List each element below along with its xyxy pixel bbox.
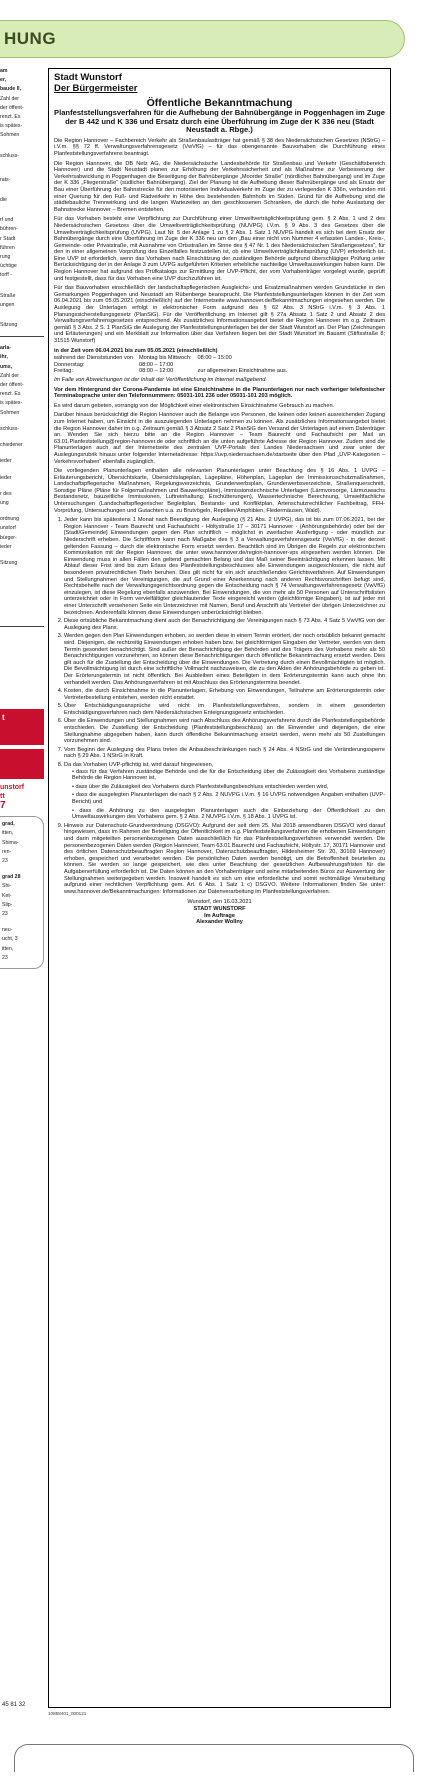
classified-line: 23 <box>2 857 8 864</box>
opening-hours-cell: Montag bis Mittwoch: <box>139 355 192 362</box>
notice-list-item <box>64 762 385 821</box>
notice-paragraph: Vor dem Hintergrund der Corona-Pandemie ist eine Einsichtnahme in die Planunterlagen nur nach vorheriger telefonischer Terminabsprache unter den Telefonnummern: 05031-101 236 oder 05031-101 203 möglich. <box>54 386 385 400</box>
opening-hours-cell <box>198 362 294 369</box>
classified-line: ren- <box>2 848 12 855</box>
left-snippet: r Stadt <box>0 235 16 242</box>
left-blank-area <box>0 635 44 705</box>
notice-signature-name: Alexander Wollny <box>196 919 243 926</box>
opening-hours-table <box>54 355 293 375</box>
notice-list-item: 9. Hinweis zur Datenschutz-Grundverordnung (DSGVO): Aufgrund der seit dem 25. Mai 2018 anwendbaren DSGVO wird darauf hingewiesen, dass im Rahmen der Beteiligung der Öffentlichkeit im o.g. Planfeststellungsverfahren die erhobenen Einwendungen und darin mitgeteilten personenbezogenen Daten ausschließlich für das Planfeststellungsverfahren verwendet werden. Die personenbezogenen Daten werden (Region Hannover, Team 63.01 Baurecht und Fachaufsicht, Höltystr. 17, 30171 Hannover und des örtlichen Datenschutzbeauftragten Region Hannover, Datenschutzbeauftragter, Hildesheimer Str. 20, 30169 Hannover) erhoben, gespeichert und verarbeitet werden. Die persönlichen Daten werden benötigt, um die Betroffenheit beurteilen zu können. Sie werden so lange gespeichert, wie dies unter Beachtung der gesetzlichen Aufbewahrungsfristen für die Aufgabenerfüllung erforderlich ist. Die Daten können an den Vorhabenträger und seine mitarbeitenden Büros zur Auswertung der Stellungnahmen weitergegeben werden. Insoweit handelt es sich um eine erforderliche und somit rechtmäßige Verarbeitung aufgrund einer rechtlichen Verpflichtung gem. Art. 6 Abs. 1 Satz 1 c) DSGVO. Weitere Informationen finden Sie unter: www.hannover.de/Bekanntmachungen: Informationen zur Datenverarbeitung im Planfeststellungsverfahren. <box>64 823 385 896</box>
opening-hours-cell: während der Dienststunden von <box>54 355 133 362</box>
notice-bullet-item: • dass die Anhörung zu den ausgelegten Planunterlagen auch die Einbeziehung der Öffentlichkeit zu den Umweltauswirkungen des Vorhabens gem. § 2 Abs. 2 NUVPG i.V.m. § 18 Abs. 1 UVPG ist. <box>72 808 385 821</box>
notice-paragraph: Es wird darum gebeten, vorrangig von der Möglichkeit einer elektronischen Einsichtnahme Gebrauch zu machen. <box>54 402 335 409</box>
next-section-frame <box>14 1744 414 1772</box>
opening-hours-cell: zur allgemeinen Einsichtnahme aus. <box>197 368 288 375</box>
notice-place-date: Wunstorf, den 16.03.2021 <box>187 899 252 906</box>
left-snippet: ung <box>0 499 9 506</box>
left-snippet: am <box>0 68 8 74</box>
opening-hours-cell: 08:00 – 17:00 <box>139 361 174 368</box>
opening-hours-cell: 08:00 – 15:00 <box>197 355 232 362</box>
notice-list-item: 7. Vom Beginn der Auslegung des Plans treten die Anbaubeschränkungen nach § 24 Abs. 4 NStrG und die Veränderungssperre nach § 29 Abs. 1 NStrG in Kraft. <box>64 747 385 760</box>
section-title: HUNG <box>4 29 57 48</box>
left-divider <box>0 336 44 337</box>
left-snippets-top <box>0 68 44 139</box>
opening-hours-row <box>54 362 293 369</box>
classified-line: 23 <box>2 954 8 961</box>
classified-line: neu- <box>2 927 13 934</box>
classified-line: 23 <box>2 910 8 917</box>
opening-hours-row <box>54 355 293 362</box>
left-snippet: renzt. Es <box>0 114 21 121</box>
classified-line: itten, <box>2 945 14 952</box>
classified-line: Slip- <box>2 901 13 908</box>
notice-subheading: Planfeststellungsverfahren für die Aufhebung der Bahnübergänge in Poggenhagen im Zuge der B 442 und K 336 und Ersatz durch eine Überführung im Zuge der K 336 neu (Stadt Neustadt a. Rbge.) <box>54 108 385 135</box>
left-snippet: unstorf <box>0 525 16 532</box>
notice-bullet-item: • dass für das Verfahren zuständige Behörde und die für die Entscheidung über die Zulässigkeit des Vorhabens zuständige Behörde die Region Hannover ist, <box>72 769 385 782</box>
right-margin <box>398 68 442 1708</box>
notice-bullet-item: • dass über die Zulässigkeit des Vorhabens durch Planfeststellungsbeschluss entschieden werden wird, <box>72 784 385 791</box>
advertisement-red <box>0 709 44 745</box>
left-snippet: ieder <box>0 543 12 550</box>
left-snippet: bürger- <box>0 534 17 541</box>
section-header <box>0 20 405 58</box>
left-snippet: renzt. Es <box>0 391 21 398</box>
classified-line: ucht, 3 <box>2 936 18 943</box>
left-snippet: schluss- <box>0 425 20 432</box>
notice-list-item: 1. Jeder kann bis spätestens 1 Monat nach Beendigung der Auslegung (§ 21 Abs. 2 UVPG), das ist bis zum 07.06.2021, bei der Region Hannover - Team Baurecht und Fachaufsicht - Höltystraße 17 – 30171 Hannover - (Anhörungsbehörde) oder bei der [Stadt/Gemeinde] Einwendungen gegen den Plan schriftlich – möglichst in zweifacher Ausfertigung - oder mündlich zur Niederschrift erheben. Die Schriftform kann nach Maßgabe des § 3 a Verwaltungsverfahrensgesetz (VwVfG) - in der derzeit geltenden Fassung – durch die elektronische Form ersetzt werden. Beachtlich sind im Übrigen die Regeln zur elektronischen Kommunikation mit der Region Hannover, die unter www.hannover.de/region-hannover-vps eingesehen werden können. Die Einwendung muss in allen Fällen den geltend gemachten Belang und das Maß seiner Beeinträchtigung erkennen lassen. Mit Ablauf dieser Frist sind bis zum Erlass des Planfeststellungsbeschlusses alle Einwendungen ausgeschlossen, die nicht auf besonderen privatrechtlichen Titeln beruhen. Dies gilt nicht für ein sich anschließendes Gerichtsverfahren. Auf Einwendungen und Stellungnahmen der Vereinigungen, die auf Grund einer Anerkennung nach anderen Rechtsvorschriften befugt sind, Rechtsbehelfe nach der Verwaltungsgerichtsordnung gegen die Entscheidung nach § 74 Verwaltungsverfahrensgesetz (VwVfG) einzulegen, ist diese Regelung ebenfalls anzuwenden. Bei Einwendungen, die von mehr als 50 Personen auf Unterschriftslisten unterzeichnet oder in Form vervielfältigter gleichlautender Texte eingereicht werden (gleichförmige Eingaben), ist auf jeder mit einer Unterschrift versehenen Seite ein Unterzeichner mit Namen, Beruf und Anschrift als Vertreter der übrigen Unterzeichner zu bezeichnen. Anderenfalls können diese Einwendungen unberücksichtigt bleiben. <box>64 517 385 616</box>
left-snippet: Sitzung <box>0 322 18 329</box>
left-snippet: rf und <box>0 217 14 224</box>
notice-signature-org: STADT WUNSTORF <box>193 905 246 912</box>
left-snippet: ungen <box>0 301 15 308</box>
notice-paragraph: Die vorliegenden Planunterlagen enthalten alle relevanten Planunterlagen unter Beachtung des § 16 Abs. 1 UVPG – Erläuterungsbericht, Übersichtskarte, Übersichtslageplan, Lagepläne, Höhenplan, Lageplan der Immissionsschutzmaßnahmen, Landschaftspflegerische Maßnahmen, Regelungsverzeichnis, Grunderwerbsplan, Grunderwerbsverzeichnis, Straßenquerschnitt, Sonstige Pläne (Pläne für Folgemaßnahmen und Bauwerkspläne), Immissionstechnische Unterlagen (Lärmvorsorge, Lärmzuwachs Bestandsnetz, bauzeitliche Immissionen, Luftreinhaltung, Erschütterungen), Wassertechnische Berechnung, Umweltfachliche Untersuchungen (Landschaftspflegerischer Begleitplan, Bestands- und Konfliktplan, Artenschutzrechtlicher Fachbeitrag, FFH-Vorprüfung, Untersuchungen und Gutachten u.a. zu Brutvögeln, Reptilien/Amphibien, Fledermäusen, Wald). <box>54 468 385 514</box>
classified-line: Ket- <box>2 892 12 899</box>
left-snippet: baude II, <box>0 86 22 93</box>
classified-line: grad 28 <box>2 874 21 881</box>
notice-list-item: 5. Über Entschädigungsansprüche wird nicht im Planfeststellungsverfahren, sondern in einem gesonderten Entschädigungsverfahren nach dem Niedersächsischen Enteignungsgesetz entschieden. <box>64 703 385 716</box>
notice-paragraph: Die Region Hannover – Fachbereich Verkehr als Straßenbaulastträger hat gemäß § 38 des Niedersächsischen Gesetzes (NStrG) – i.V.m. §§ 72 ff. Verwaltungsverfahrensgesetz (VwVfG) – für das obengenannte Bauvorhaben die Durchführung eines Planfeststellungsverfahrens beantragt. <box>54 137 385 157</box>
left-snippets-mid <box>0 153 44 329</box>
left-snippet: Zahl der <box>0 95 20 102</box>
ad-caption <box>0 783 44 810</box>
opening-hours-row <box>54 368 293 375</box>
left-snippet: r des <box>0 490 12 497</box>
left-snippet: torff - <box>0 272 13 279</box>
left-snippet: arla- <box>0 345 11 352</box>
left-snippet: ordnung <box>0 516 20 523</box>
public-notice <box>48 68 391 1708</box>
notice-paragraph: Für das Vorhaben besteht eine Verpflichtung zur Durchführung einer Umweltverträglichkeitsprüfung gem. § 2 Abs. 1 und 2 des Niedersächsischen Gesetzes über die Umweltverträglichkeitsprüfung (NUVPG) i.V.m. § 9 Abs. 3 des Gesetzes über die Umweltverträglichkeitsprüfung (UVPG). Laut Nr. 5 der Anlage 1 zu § 2 Abs. 1 Satz 1 NUVPG handelt es sich bei dem Ersatz der Bahnübergänge durch eine Überführung im Zuge der K 336 neu um den „Bau einer nicht von Nummer 4 erfassten Landes-, Kreis-, Gemeinde- oder Privatstraße, mit Ausnahme von Ortsstraßen im Sinne des § 47 Nr. 1 des Niedersächsischen Straßengesetzes“, für den in einer allgemeinen Vorprüfung des Einzelfalles festzustellen ist, ob eine Umweltverträglichkeitsprüfung (UVP) erforderlich ist. Eine UVP ist erforderlich, wenn das Vorhaben nach Einschätzung der zuständigen Behörde aufgrund überschlägiger Prüfung unter Berücksichtigung der in der Anlage 3 zum UVPG aufgeführten Kriterien erhebliche nachteilige Umweltauswirkungen haben kann. Die Region Hannover hat aufgrund des Prüfkatalogs zur Ermittlung der UVP-Pflicht, der vom Vorhabenträger vorgelegt wurde, geprüft und festgestellt, dass für das Vorhaben eine UVP durchzuführen ist. <box>54 216 385 282</box>
ad-text: t <box>2 713 5 723</box>
opening-hours-cell: 08:00 – 12:00 <box>139 368 174 375</box>
notice-bullet-list <box>64 769 385 821</box>
left-snippet: rats- <box>0 176 11 183</box>
left-snippet: der öffent- <box>0 382 24 389</box>
previous-column <box>0 68 44 1708</box>
notice-paragraph: Darüber hinaus berücksichtigt die Region Hannover auch die Belange von Personen, die keinen oder keinen ausreichenden Zugang zum Internet haben, um Einsicht in die auszulegenden Unterlagen nehmen zu können. Als zusätzliches Informationsangebot bietet die Region Hannover daher im o.g. Zeitraum gemäß § 3 Absatz 2 Satz 2 PlanSiG den Versand der Unterlagen auf einem Datenträger an. Wenden Sie sich hierzu bitte an die Region Hannover – Team Baurecht und Fachaufsicht per Mail an 63.01.Planfeststellung@region-hannover.de oder schriftlich an die unten aufgeführte Adresse der Region Hannover. Zudem sind die Planunterlagen auch auf der Internetseite des zentralen UVP-Portals des Landes Niedersachsen und zwar unter der Auslegungsrubrik hinaus unter folgender Internetadresse: https://uvp.niedersachsen.de/startseite über den Pfad „UVP-Kategorien – Verkehrsvorhaben“ ebenfalls zugänglich. <box>54 412 385 465</box>
left-snippet: Sitzung <box>0 559 18 566</box>
ad-line: unstorf <box>0 784 25 792</box>
left-snippet: ieder <box>0 458 12 465</box>
ad-line: tt <box>0 793 5 801</box>
advertisement-red-lower <box>0 749 44 779</box>
left-snippet: ihr, <box>0 354 8 361</box>
notice-heading: Öffentliche Bekanntmachung <box>146 97 293 109</box>
notice-list-item-text: Da das Vorhaben UVP-pflichtig ist, wird darauf hingewiesen, <box>64 762 214 769</box>
left-snippet: der öffent- <box>0 104 24 111</box>
left-divider <box>0 626 44 627</box>
classified-line: Shima- <box>2 839 19 846</box>
notice-numbered-list <box>54 517 385 895</box>
notice-bullet-item: • dass die ausgelegten Planunterlagen die nach § 2 Abs. 2 NUVPG i.V.m. § 16 UVPG notwendigen Angaben enthalten (UVP-Bericht) und <box>72 792 385 805</box>
notice-paragraph: Für das Bauvorhaben einschließlich der landschaftspflegerischen Ausgleichs- und Ersatzmaßnahmen werden Grundstücke in den Gemarkungen Poggenhagen und Neustadt am Rübenberge beansprucht. Die Planfeststellungsunterlagen können in der Zeit vom 06.04.2021 bis zum 05.05.2021 (einschließlich) auf der Internetseite www.hannover.de/Bekanntmachungen eingesehen werden. Die Auslegung der Unterlagen erfolgt in elektronischer Form aufgrund des § 62 Abs. 3 NStrG i.V.m. § 3 Abs. 1 Planungssicherstellungsgesetz (PlanSiG). Für die Veröffentlichung im Internet gilt § 27a Absatz 1 Satz 2 und Absatz 2 des Verwaltungsverfahrensgesetzes entsprechend. Als zusätzliches Informationsangebot bietet die Region Hannover im o.g. Zeitraum gemäß § 3 Abs. 2 S. 1 PlanSiG die Auslegung der Planfeststellungsunterlagen bei der der Stadt Wunstorf an. Der Plan (Zeichnungen und Erläuterungen) und ein Merkblatt zur Information über das Verfahren liegen bei der Stadt Wunstorf im Bauamt (Stiftsstraße 8; 31515 Wunstorf) <box>54 285 385 344</box>
left-snippet: Zahl der <box>0 372 20 379</box>
ad-line: 7 <box>0 800 6 812</box>
notice-paragraph: Im Falle von Abweichungen ist der Inhalt der Veröffentlichung im Internet maßgebend. <box>54 376 267 383</box>
reference-code: 10858401_000121 <box>48 1711 87 1716</box>
notice-list-item: 4. Kosten, die durch Einsichtnahme in die Planunterlagen, Erhebung von Einwendungen, Teilnahme am Erörterungstermin oder Vertreterbestellung entstehen, werden nicht erstattet. <box>64 688 385 701</box>
left-snippet: chiedener <box>0 442 23 449</box>
notice-list-item: 2. Diese ortsübliche Bekanntmachung dient auch der Benachrichtigung der Vereinigungen nach § 73 Abs. 4 Satz 5 VwVfG von der Auslegung des Plans. <box>64 618 385 631</box>
opening-hours-cell: Donnerstag: <box>54 361 85 368</box>
notice-office: Der Bürgermeister <box>54 83 138 94</box>
left-snippet: führen <box>0 244 15 251</box>
left-snippet: Sohmen <box>0 409 20 416</box>
notice-period: in der Zeit vom 06.04.2021 bis zum 05.05.2021 (einschließlich) <box>54 347 218 354</box>
classified-line: grad, <box>2 821 15 828</box>
classified-line: itten, <box>2 830 14 837</box>
phone-number: 45 81 32 <box>2 1701 26 1708</box>
left-snippets-lower <box>0 345 44 566</box>
left-snippet: ieder <box>0 474 12 481</box>
notice-paragraph: Die Region Hannover, die DB Netz AG, die Niedersächsische Landesbehörde für Straßenbau und Verkehr (Geschäftsbereich Hannover) und die Stadt Neustadt planen zur Erhöhung der Verkehrssicherheit und als Maßnahme zur Verbesserung der Verkehrsabwicklung in Poggenhagen die Beseitigung der Bahnübergänge „Moorder Straße“ (nördlicher Bahnübergang) und im Zuge der K 336 „Fliegerstraße“ (südlicher Bahnübergang). Ziel der Planung ist die Aufhebung dieser Bahnübergänge und als Ersatz der Bau einer Überführung der Bahnstrecke für den motorisierten Individualverkehr im Zuge der zu verlegenden K 336n, verbunden mit einer Querung für den Fuß- und Radverkehr in Höhe des bestehenden Bahnhofs im Süden. Grund für die Aufhebung sind die städtebauliche Trennwirkung und die langen Wartezeiten an den geschlossenen Schranken, die durch die hohe Auslastung der Bahnstrecke Hannover – Bremen entstehen. <box>54 160 385 213</box>
classified-line: Shi- <box>2 883 12 890</box>
left-snippet: is spätes- <box>0 123 23 130</box>
notice-list-item: 6. Über die Einwendungen und Stellungnahmen wird nach Abschluss des Anhörungsverfahrens durch die Planfeststellungsbehörde entschieden. Die Zustellung der Entscheidung (Planfeststellungsbeschluss) an die Einwender und diejenigen, die eine Stellungnahme abgegeben haben, kann durch öffentliche Bekanntmachung ersetzt werden, wenn mehr als 50 Zustellungen vorzunehmen sind. <box>64 718 385 744</box>
opening-hours-cell: Freitag: <box>54 368 73 375</box>
classified-box <box>0 816 44 969</box>
left-snippet: er, <box>0 77 7 84</box>
left-snippet: üchtige <box>0 263 17 270</box>
left-snippet: schluss- <box>0 152 20 159</box>
left-snippet: bühren- <box>0 226 18 233</box>
notice-signature-role: Im Auftrage <box>204 912 235 919</box>
left-snippet: rung <box>0 254 11 261</box>
left-snippet: Sohmen <box>0 132 20 139</box>
notice-city: Stadt Wunstorf <box>54 72 122 83</box>
left-snippet: ums, <box>0 363 13 370</box>
left-snippet: Straße <box>0 292 16 299</box>
left-snippet: die <box>0 197 7 204</box>
left-snippet: is spätes- <box>0 400 23 407</box>
notice-list-item: 3. Werden gegen den Plan Einwendungen erhoben, so werden diese in einem Termin erörtert, der noch ortsüblich bekannt gemacht wird. Diejenigen, die rechtzeitig Einwendungen erhoben haben bzw. bei gleichförmigen Eingaben der Vertreter, werden von dem Termin gesondert benachrichtigt. Sind außer der Benachrichtigung der Behörden und des Trägers des Vorhabens mehr als 50 Benachrichtigungen vorzunehmen, so können diese Benachrichtigungen durch öffentliche Bekanntmachung ersetzt werden. Dies gilt auch für die Zustellung der Entscheidung über die Einwendungen. Die Vertretung durch einen Bevollmächtigten ist möglich. Die Bevollmächtigung ist durch eine schriftliche Vollmacht nachzuweisen, die zu den Akten der Anhörungsbehörde zu geben ist. Der Erörterungstermin ist nicht öffentlich. Bei Ausbleiben eines Beteiligten in dem Erörterungstermin kann auch ohne ihn verhandelt werden. Das Anhörungsverfahren ist mit Abschluss des Erörterungstermins beendet. <box>64 633 385 686</box>
